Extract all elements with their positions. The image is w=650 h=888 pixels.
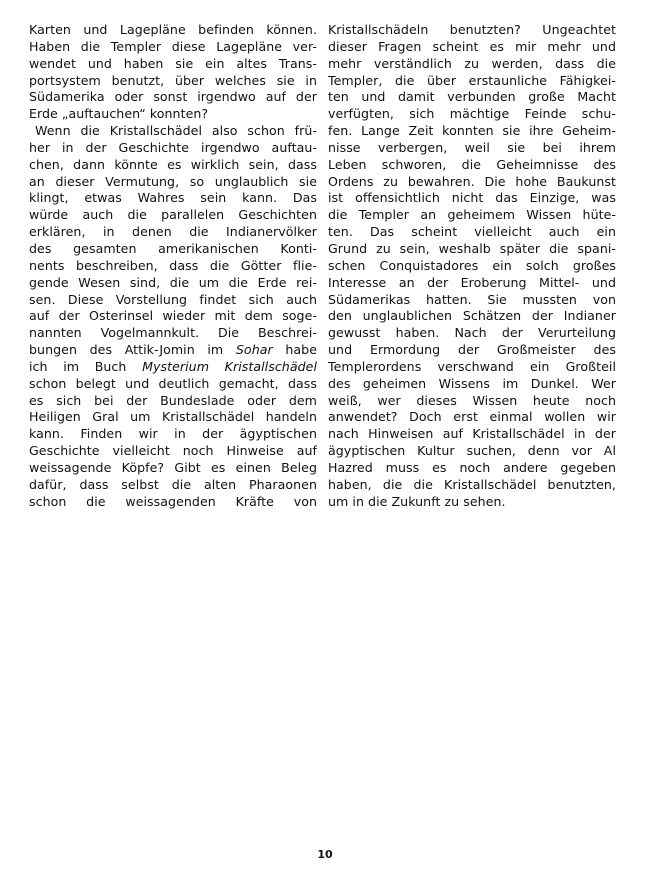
text-line: ten und damit verbunden große Macht [328, 89, 616, 105]
text-line: gende Wesen sind, die um die Erde rei- [29, 274, 317, 290]
text-line [29, 359, 317, 376]
text-line [29, 342, 317, 359]
text-line: Südamerika oder sonst irgendwo auf der [29, 89, 317, 105]
text-line: fen. Lange Zeit konnten sie ihre Geheim- [328, 123, 616, 139]
text-line: Kristallschädeln benutzten? Ungeachtet [328, 22, 616, 37]
italic-title: Sohar [235, 342, 273, 358]
text-line: Interesse an der Eroberung Mittel- und [328, 274, 616, 290]
text-run: habe [272, 342, 317, 358]
text-line: kann. Finden wir in der ägyptischen [29, 426, 317, 442]
text-line: her in der Geschichte irgendwo auftau- [29, 139, 317, 155]
text-line: portsystem benutzt, über welches sie in [29, 72, 317, 88]
text-line: Haben die Templer diese Lagepläne ver- [29, 38, 317, 54]
text-line: Wenn die Kristallschädel also schon frü- [35, 123, 317, 139]
text-line: die Templer an geheimem Wissen hüte- [328, 207, 616, 223]
text-line: nisse verbergen, weil sie bei ihrem [328, 139, 616, 155]
page-number: 10 [317, 848, 333, 861]
text-line: ägyptischen Kultur suchen, denn vor Al [328, 443, 616, 459]
text-line: Hazred muss es noch andere gegeben [328, 459, 616, 475]
text-line: chen, dann könnte es wirklich sein, dass [29, 156, 317, 172]
text-line: ist offensichtlich nicht das Einzige, was [328, 190, 616, 206]
text-line: des geheimen Wissens im Dunkel. Wer [328, 375, 616, 391]
text-line: Grund zu sein, weshalb später die spani- [328, 240, 616, 256]
text-line: Karten und Lagepläne befinden können. [29, 22, 317, 37]
text-line: nannten Vogelmannkult. Die Beschrei- [29, 325, 317, 341]
text-line: würde auch die parallelen Geschichten [29, 207, 317, 223]
text-line: ten. Das scheint vielleicht auch ein [328, 224, 616, 240]
text-line: klingt, etwas Wahres sein kann. Das [29, 190, 317, 206]
text-line: schen Conquistadores ein solch großes [328, 257, 616, 273]
text-line: an dieser Vermutung, so unglaublich sie [29, 173, 317, 189]
text-line: dafür, dass selbst die alten Pharaonen [29, 476, 317, 492]
text-line: haben, die die Kristallschädel benutzten, [328, 476, 616, 492]
text-line: weiß, wer dieses Wissen heute noch [328, 392, 616, 408]
italic-title: Mysterium Kristallschädel [142, 358, 317, 374]
text-run: ich im Buch [29, 358, 143, 374]
text-line: schon belegt und deutlich gemacht, dass [29, 375, 317, 391]
text-line: Geschichte vielleicht noch Hinweise auf [29, 443, 317, 459]
text-line: sen. Diese Vorstellung findet sich auch [29, 291, 317, 307]
text-line: es sich bei der Bundeslade oder dem [29, 392, 317, 408]
text-line: den unglaublichen Schätzen der Indianer [328, 308, 616, 324]
text-line: anwendet? Doch erst einmal wollen wir [328, 409, 616, 425]
text-line: Heiligen Gral um Kristallschädel handeln [29, 409, 317, 425]
text-run: bungen des Attik-Jomin im [29, 342, 236, 358]
text-line: verfügten, sich mächtige Feinde schu- [328, 106, 616, 122]
text-line: wendet und haben sie ein altes Trans- [29, 55, 317, 71]
text-line: Erde „auftauchen“ konnten? [29, 106, 209, 122]
text-line: nents beschreiben, dass die Götter flie- [29, 257, 317, 273]
text-line: erklären, in denen die Indianervölker [29, 224, 317, 240]
text-line: auf der Osterinsel wieder mit dem soge- [29, 308, 317, 324]
text-line: um in die Zukunft zu sehen. [328, 493, 506, 509]
text-line: mehr verständlich zu werden, dass die [328, 55, 616, 71]
text-line: nach Hinweisen auf Kristallschädel in der [328, 426, 616, 442]
text-line: Templer, die über erstaunliche Fähigkei- [328, 72, 616, 88]
text-line: schon die weissagenden Kräfte von [29, 493, 317, 509]
text-line: des gesamten amerikanischen Konti- [29, 240, 317, 256]
text-line: weissagende Köpfe? Gibt es einen Beleg [29, 459, 317, 475]
text-line: Ordens zu bewahren. Die hohe Baukunst [328, 173, 616, 189]
text-line: Südamerikas hatten. Sie mussten von [328, 291, 616, 307]
text-line: Templerordens verschwand ein Großteil [328, 358, 616, 374]
text-line: Leben schworen, die Geheimnisse des [328, 156, 616, 172]
text-column-left [29, 22, 317, 510]
text-line: gewusst haben. Nach der Verurteilung [328, 325, 616, 341]
text-column-right [328, 22, 616, 510]
text-line: und Ermordung der Großmeister des [328, 342, 616, 358]
text-line: dieser Fragen scheint es mir mehr und [328, 38, 616, 54]
